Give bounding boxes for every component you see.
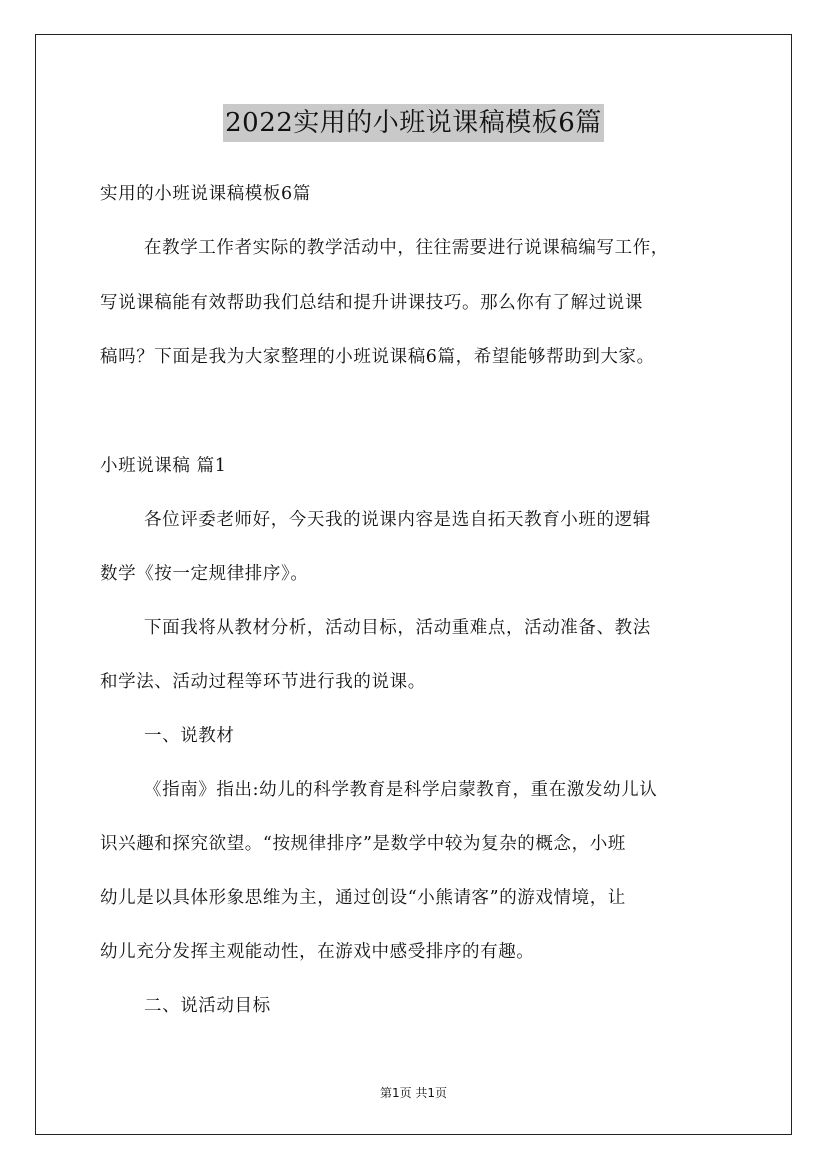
subtitle-line: 实用的小班说课稿模板6篇	[100, 184, 311, 204]
subsection-heading: 二、说活动目标	[144, 996, 271, 1016]
paragraph-line: 《指南》指出:幼儿的科学教育是科学启蒙教育，重在激发幼儿认	[144, 780, 658, 800]
subsection-heading: 一、说教材	[144, 726, 235, 746]
paragraph-line: 稿吗？下面是我为大家整理的小班说课稿6篇，希望能够帮助到大家。	[100, 347, 655, 367]
paragraph-line: 和学法、活动过程等环节进行我的说课。	[100, 672, 426, 692]
page-footer: 第1页 共1页	[379, 1086, 448, 1100]
paragraph-line: 识兴趣和探究欲望。“按规律排序”是数学中较为复杂的概念，小班	[100, 834, 626, 854]
section-heading: 小班说课稿 篇1	[100, 456, 227, 476]
paragraph-line: 各位评委老师好，今天我的说课内容是选自拓天教育小班的逻辑	[144, 510, 651, 530]
paragraph-line: 幼儿充分发挥主观能动性，在游戏中感受排序的有趣。	[100, 942, 535, 962]
paragraph-line: 幼儿是以具体形象思维为主，通过创设“小熊请客”的游戏情境，让	[100, 888, 626, 908]
paragraph-line: 数学《按一定规律排序》。	[100, 564, 309, 584]
paragraph-line: 下面我将从教材分析，活动目标，活动重难点，活动准备、教法	[144, 618, 651, 638]
paragraph-line: 在教学工作者实际的教学活动中，往往需要进行说课稿编写工作，	[144, 238, 669, 258]
paragraph-line: 写说课稿能有效帮助我们总结和提升讲课技巧。那么你有了解过说课	[100, 293, 643, 313]
document-title: 2022实用的小班说课稿模板6篇	[223, 104, 604, 142]
